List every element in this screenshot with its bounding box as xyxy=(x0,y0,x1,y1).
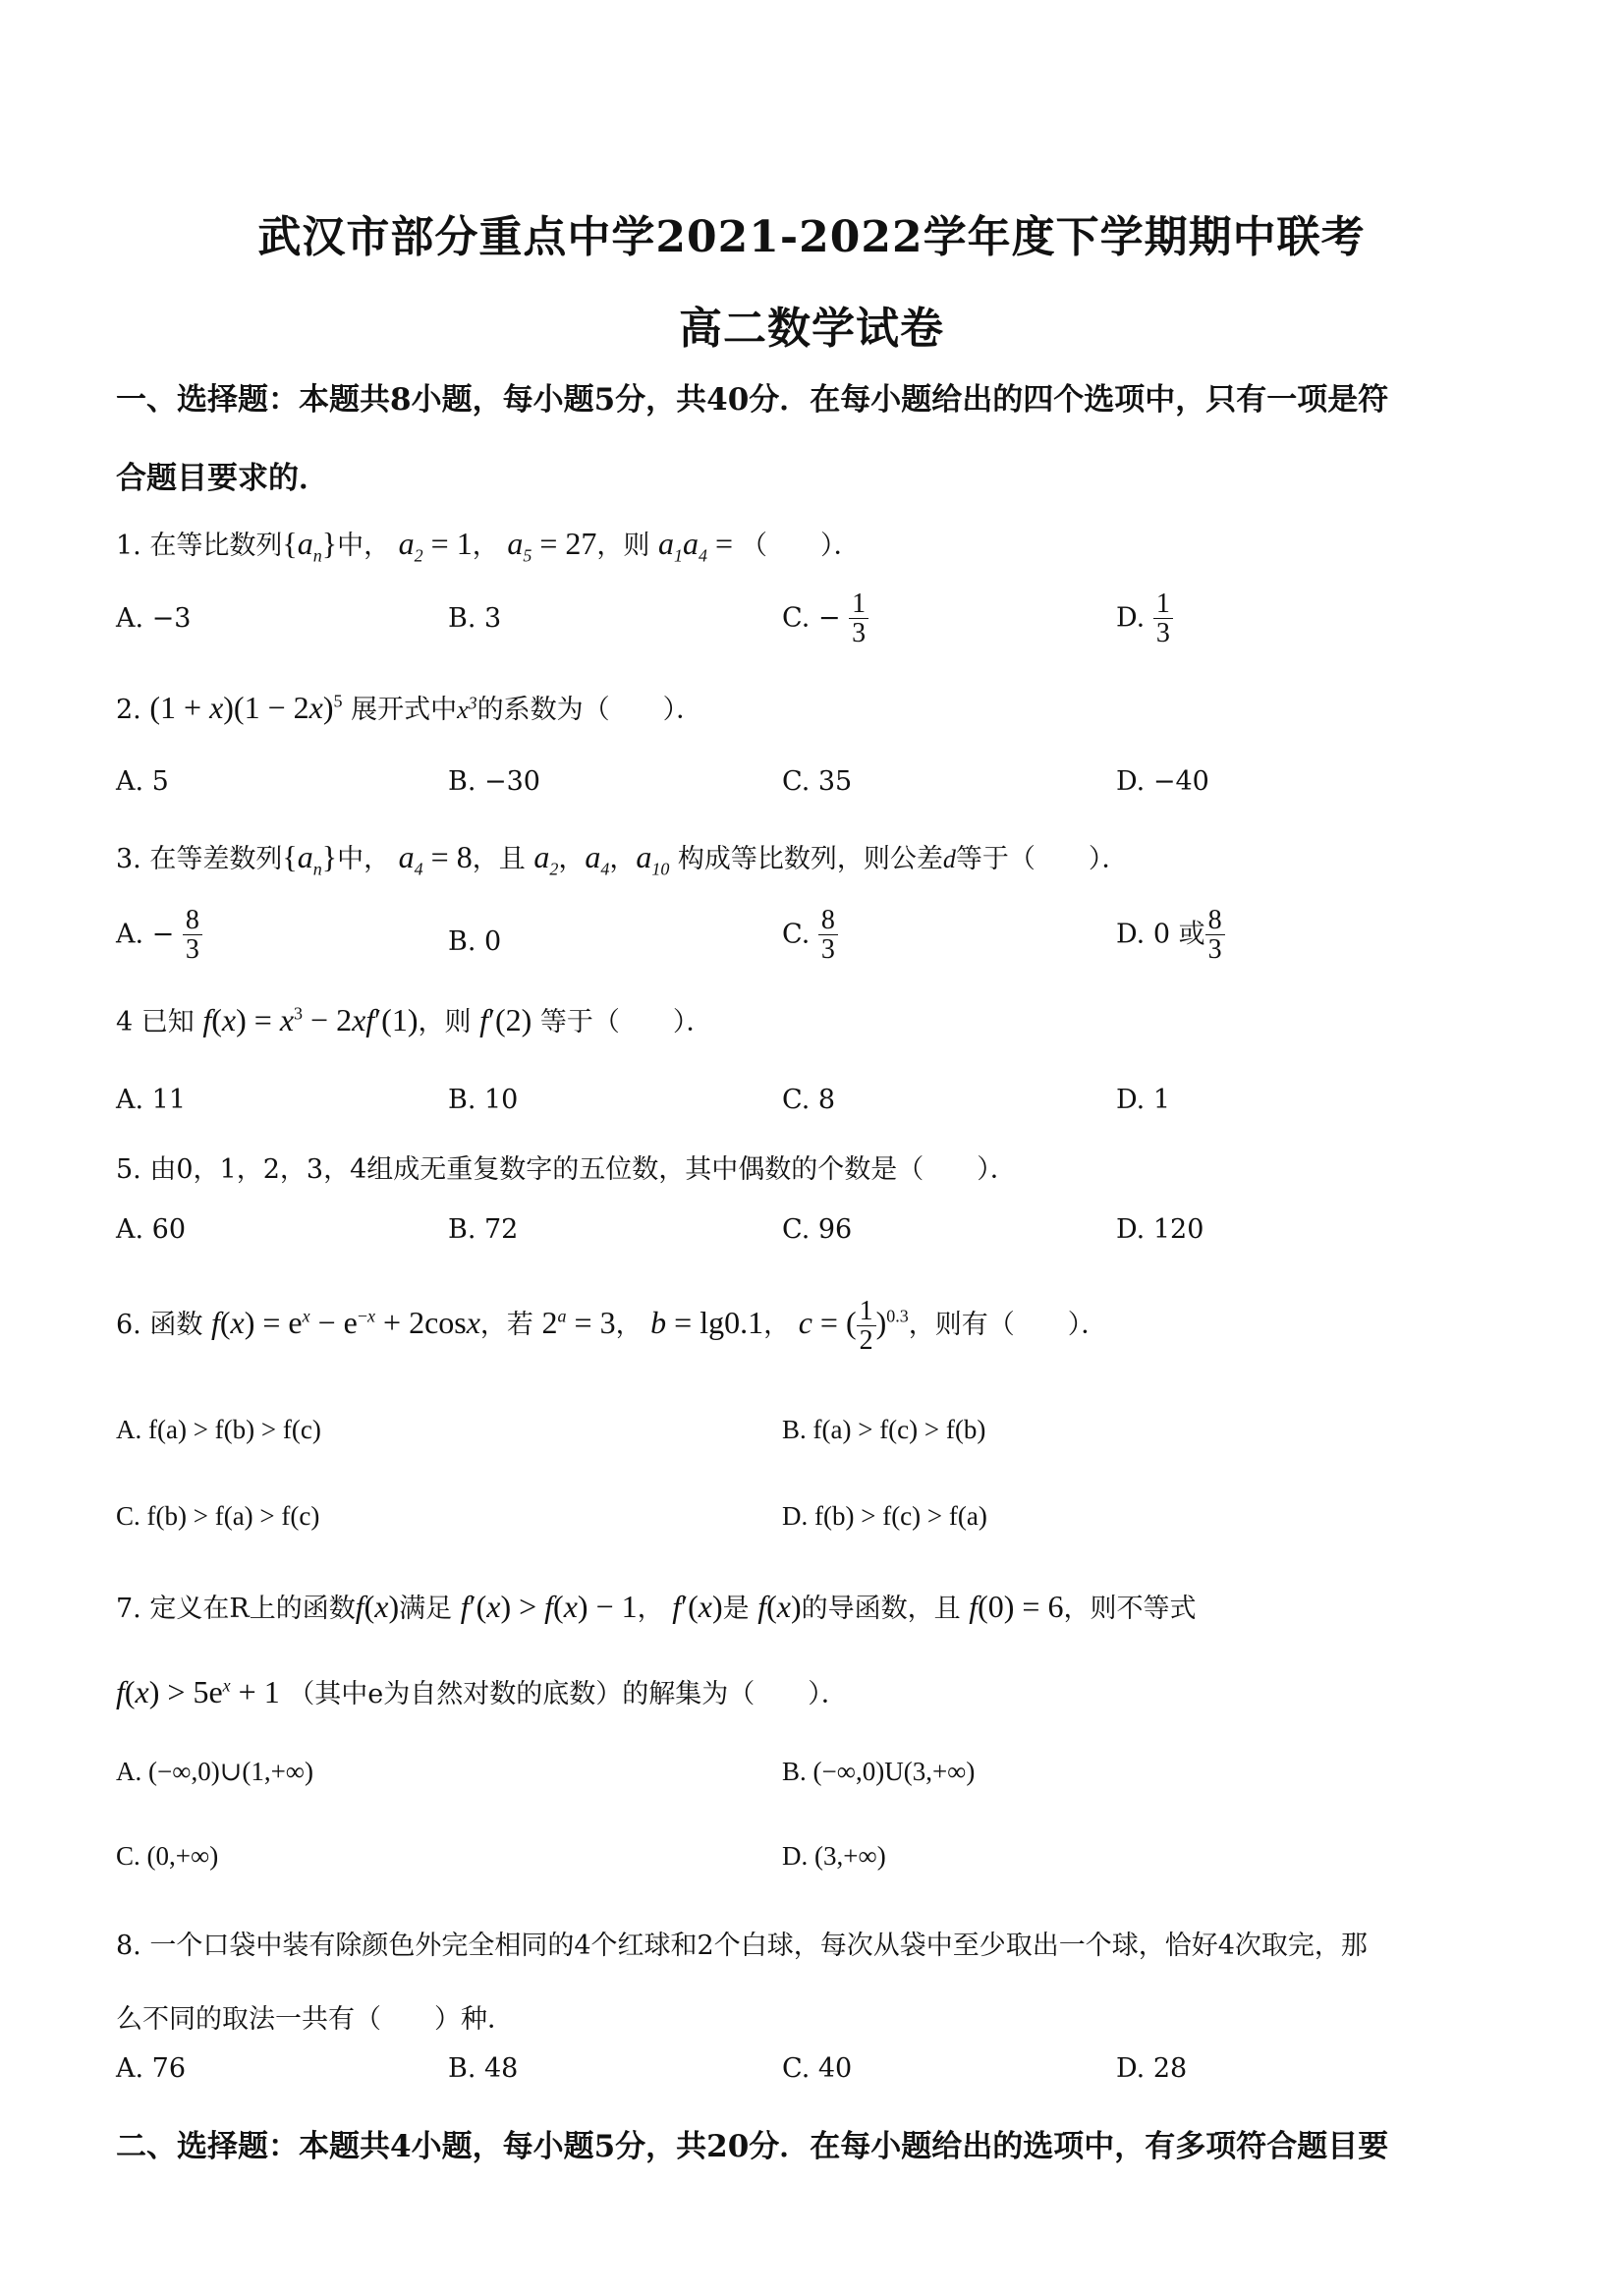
q4-option-a[interactable]: A. 11 xyxy=(116,1085,187,1115)
question-text: 由0，1，2，3，4组成无重复数字的五位数，其中偶数的个数是（ ）． xyxy=(149,1154,1017,1185)
q5-option-a[interactable]: A. 60 xyxy=(116,1214,187,1245)
q2-option-b[interactable]: B. −30 xyxy=(448,766,540,797)
question-5 xyxy=(116,1148,1511,1186)
question-text: 中， xyxy=(337,531,391,561)
exam-title: 武汉市部分重点中学2021-2022学年度下学期期中联考 xyxy=(257,212,1366,262)
q7-option-a[interactable]: A. (−∞,0)∪(1,+∞) xyxy=(116,1757,314,1786)
question-number: 4 xyxy=(116,1007,134,1037)
q7-option-c[interactable]: C. (0,+∞) xyxy=(116,1841,219,1871)
math-expr: f′(x) xyxy=(672,1589,723,1624)
q5-option-d[interactable]: D. 120 xyxy=(1116,1214,1204,1245)
question-7: 7. 定义在R上的函数f(x)满足 f′(x) > f(x) − 1， f′(x)是 f(x)的导函数，且 f(0) = 6，则不等式 xyxy=(116,1589,1197,1624)
question-text: 的导函数，且 xyxy=(801,1594,961,1624)
question-text: 定义在R上的函数 xyxy=(149,1594,356,1624)
exam-subtitle: 高二数学试卷 xyxy=(679,304,944,354)
q4-option-d[interactable]: D. 1 xyxy=(1116,1085,1171,1115)
math-expr: $a_2$ xyxy=(398,526,423,566)
question-text: ，则不等式 xyxy=(1063,1594,1197,1624)
q8-option-c[interactable]: C. 40 xyxy=(782,2053,853,2084)
q6-option-d[interactable]: D. f(b) > f(c) > f(a) xyxy=(782,1501,987,1531)
math-expr: b = lg0.1 xyxy=(650,1305,764,1341)
math-expr: $f(x) > 5e^x + 1$ xyxy=(116,1674,280,1709)
q8-option-d[interactable]: D. 28 xyxy=(1116,2053,1188,2084)
math-expr: c = ( $\frac{1}{2}$ )$^{0.3}$ xyxy=(798,1296,909,1357)
question-text: ，则 xyxy=(418,1007,472,1037)
math-expr: f(0) = 6 xyxy=(969,1589,1064,1624)
math-expr: $a_1a_4$ xyxy=(657,526,707,566)
question-number: 1. xyxy=(116,531,141,561)
question-text: （ ）． xyxy=(741,531,861,561)
q3-option-a[interactable]: A. − $\frac{8}{3}$ xyxy=(116,906,202,965)
q5-option-b[interactable]: B. 72 xyxy=(448,1214,519,1245)
question-number: 6. xyxy=(116,1310,141,1341)
math-expr: $(1 + x)(1 - 2x)^5$ xyxy=(149,690,343,725)
math-expr: $f(x) = x^3 - 2xf'(1)$ xyxy=(202,1002,419,1037)
q8-option-b[interactable]: B. 48 xyxy=(448,2053,519,2084)
question-text: 等于（ ）． xyxy=(539,1007,713,1037)
question-number: 8. xyxy=(116,1931,141,1961)
question-text: 展开式中 xyxy=(351,695,458,725)
question-number: 2. xyxy=(116,695,141,725)
q1-option-b[interactable]: B. 3 xyxy=(448,603,502,634)
q3-option-d[interactable]: D. 0 或 $\frac{8}{3}$ xyxy=(1116,906,1225,965)
q4-option-b[interactable]: B. 10 xyxy=(448,1085,519,1115)
q6-option-c[interactable]: C. f(b) > f(a) > f(c) xyxy=(116,1501,320,1531)
question-text: 构成等比数列，则公差 xyxy=(677,844,943,874)
q1-option-c[interactable]: C. − $\frac{1}{3}$ xyxy=(782,589,868,648)
question-text: 的系数为（ ）． xyxy=(476,695,703,725)
q4-option-c[interactable]: C. 8 xyxy=(782,1085,836,1115)
section2-heading-line1: 二、选择题：本题共4小题，每小题5分，共20分．在每小题给出的选项中，有多项符合题目要 xyxy=(116,2129,1389,2164)
q7-option-d[interactable]: D. (3,+∞) xyxy=(782,1841,886,1871)
q1-option-a[interactable]: A. −3 xyxy=(116,603,192,634)
math-expr: f′(x) > f(x) − 1 xyxy=(460,1589,638,1624)
question-number: 3. xyxy=(116,844,141,874)
question-text: ，则有（ ）． xyxy=(908,1310,1108,1341)
question-3: 3. 在等差数列$\{a_n\}$中， $a_4 = 8$，且 $a_2$，$a_4$，$a_{10}$ 构成等比数列，则公差d等于（ ）． xyxy=(116,839,1129,879)
question-text: 一个口袋中装有除颜色外完全相同的4个红球和2个白球，每次从袋中至少取出一个球，恰好4次取完，那 xyxy=(149,1931,1368,1961)
question-4 xyxy=(116,1000,1511,1038)
question-text: 在等比数列 xyxy=(149,531,283,561)
question-text: 满足 xyxy=(399,1594,453,1624)
q1-option-d[interactable]: D. $\frac{1}{3}$ xyxy=(1116,589,1173,648)
question-number: 7. xyxy=(116,1594,141,1624)
question-text: 函数 xyxy=(149,1310,203,1341)
q7-option-b[interactable]: B. (−∞,0)U(3,+∞) xyxy=(782,1757,976,1786)
question-text: 等于（ ）． xyxy=(955,844,1129,874)
question-text: ，若 xyxy=(479,1310,533,1341)
section1-heading-line2: 合题目要求的． xyxy=(116,461,329,496)
math-expr: $a_5$ xyxy=(507,526,532,566)
question-7-line2 xyxy=(116,1672,1511,1710)
question-text: 是 xyxy=(722,1594,750,1624)
question-text: （其中e为自然对数的底数）的解集为（ ）． xyxy=(288,1679,848,1709)
q2-option-d[interactable]: D. −40 xyxy=(1116,766,1209,797)
math-expr: $\{a_n\}$ xyxy=(282,526,338,566)
question-text: 已知 xyxy=(140,1007,195,1037)
question-1: 1. 在等比数列$\{a_n\}$中， $a_2 = 1$， $a_5 = 27$，则 $a_1a_4$ = （ ）． xyxy=(116,526,861,566)
q8-option-a[interactable]: A. 76 xyxy=(116,2053,187,2084)
math-expr: f′(2) xyxy=(479,1002,532,1037)
section1-heading-line1: 一、选择题：本题共8小题，每小题5分，共40分．在每小题给出的四个选项中，只有一项是符 xyxy=(116,382,1389,418)
section1-heading xyxy=(116,361,1511,518)
q5-option-c[interactable]: C. 96 xyxy=(782,1214,853,1245)
question-2: 2. $(1 + x)(1 - 2x)^5$ 展开式中$x^3$的系数为（ ）． xyxy=(116,690,703,725)
math-expr: $2^a = 3$ xyxy=(541,1305,616,1341)
q6-option-b[interactable]: B. f(a) > f(c) > f(b) xyxy=(782,1415,986,1444)
question-text: 在等差数列 xyxy=(149,844,283,874)
q2-option-a[interactable]: A. 5 xyxy=(116,766,169,797)
section2-heading xyxy=(116,2107,1511,2186)
question-text: ，则 xyxy=(596,531,650,561)
question-text: 中， xyxy=(337,844,391,874)
question-6: 6. 函数 $f(x) = e^x - e^{-x} + 2\cos x$，若 $2^a = 3$， b = lg0.1， c = ( $\frac{1}{2}$ )$^{0.3}$，则有（ ）． xyxy=(116,1296,1108,1357)
question-8 xyxy=(116,1924,1511,2036)
q3-option-b[interactable]: B. 0 xyxy=(448,926,502,957)
q3-option-c[interactable]: C. $\frac{8}{3}$ xyxy=(782,906,838,965)
question-number: 5. xyxy=(116,1154,141,1185)
question-text: 么不同的取法一共有（ ）种． xyxy=(116,2004,514,2035)
q2-option-c[interactable]: C. 35 xyxy=(782,766,853,797)
question-text: ，且 xyxy=(472,844,526,874)
question-text: ， xyxy=(472,531,499,561)
q6-option-a[interactable]: A. f(a) > f(b) > f(c) xyxy=(116,1415,321,1444)
math-expr: $f(x) = e^x - e^{-x} + 2\cos x$ xyxy=(210,1305,480,1341)
